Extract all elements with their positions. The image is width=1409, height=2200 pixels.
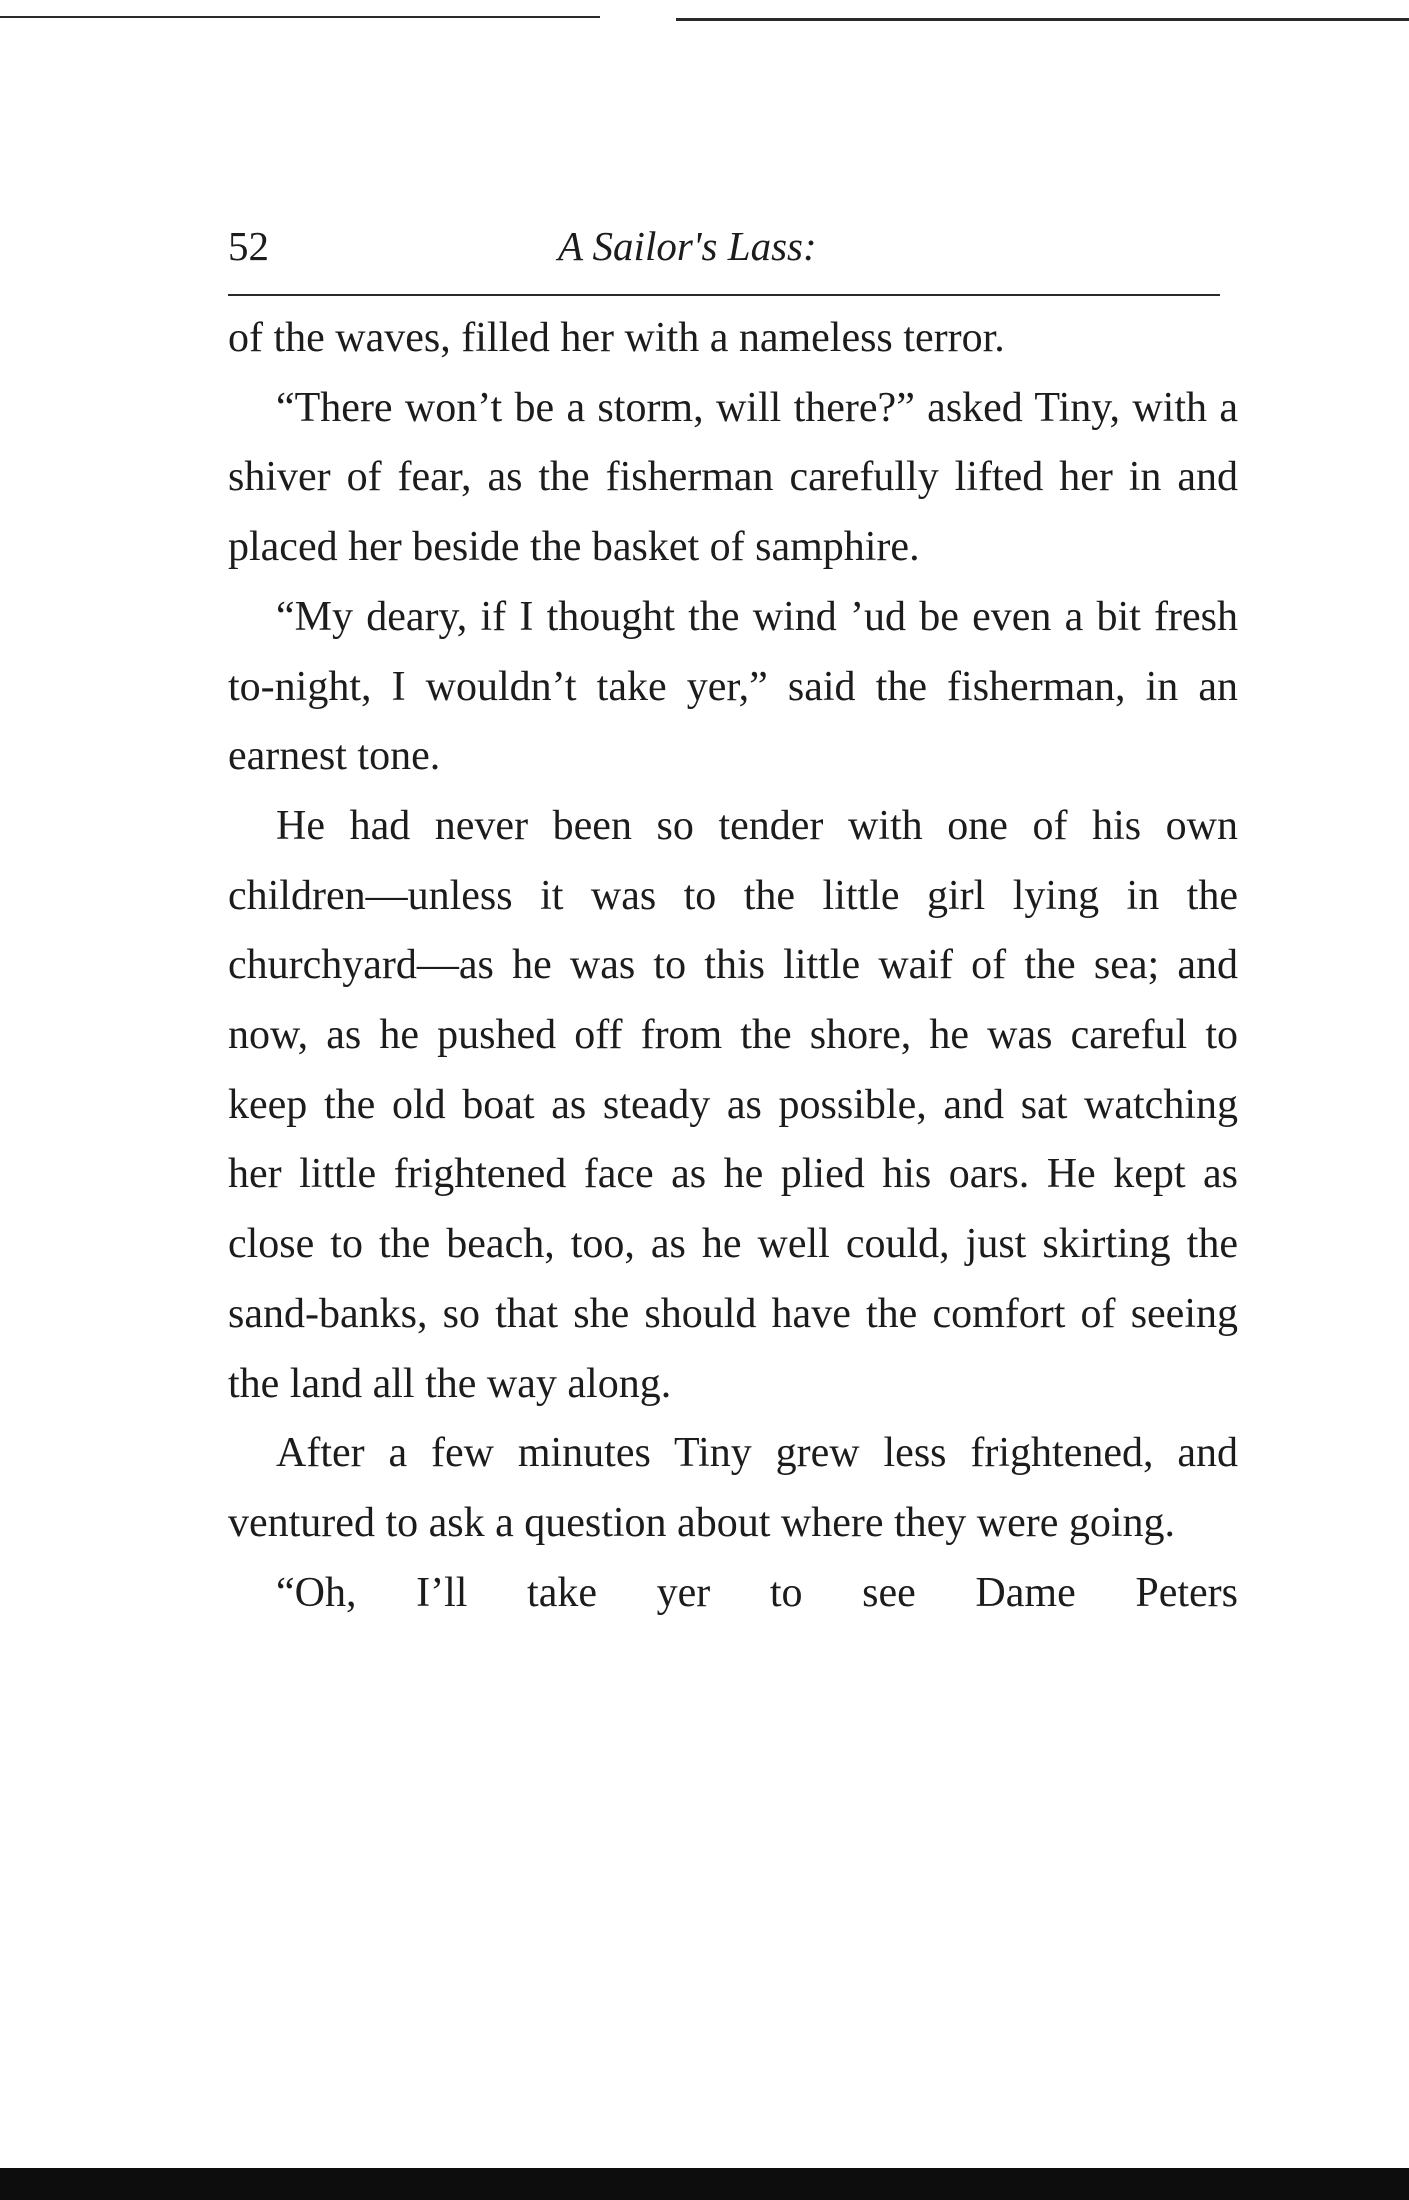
header-rule: [228, 294, 1220, 296]
paragraph-dame-peters: “Oh, I’ll take yer to see Dame Peters: [276, 1569, 1238, 1616]
paragraph-tiny-question: “There won’t be a storm, will there?” asked Tiny, with a shiver of fear, as the fisherman carefully lifted her in and placed her beside the basket of samphire.: [228, 384, 1238, 571]
scan-edge-top-right: [676, 18, 1409, 21]
text-body: [228, 304, 1238, 1628]
paragraph-continuation: of the waves, filled her with a nameless terror.: [228, 315, 1005, 361]
running-head: [228, 222, 1238, 282]
page-number: 52: [228, 223, 269, 269]
scan-edge-top-left: [0, 16, 600, 18]
scan-edge-bottom: [0, 2168, 1409, 2200]
paragraph-after-minutes: After a few minutes Tiny grew less frightened, and ventured to ask a question about where they were going.: [228, 1430, 1238, 1546]
paragraph-fisherman-reply: “My deary, if I thought the wind ’ud be even a bit fresh to-night, I wouldn’t take yer,” said the fisherman, in an earnest tone.: [228, 593, 1238, 780]
book-page: [228, 222, 1238, 1628]
paragraph-tender: He had never been so tender with one of his own children—unless it was to the little girl lying in the churchyard—as he was to this little waif of the sea; and now, as he pushed off from the shore, he was careful to keep the old boat as steady as possible, and sat watching her little frightened face as he plied his oars. He kept as close to the beach, too, as he well could, just skirting the sand-banks, so that she should have the comfort of seeing the land all the way along.: [228, 802, 1238, 1407]
running-title: A Sailor's Lass:: [558, 223, 817, 269]
